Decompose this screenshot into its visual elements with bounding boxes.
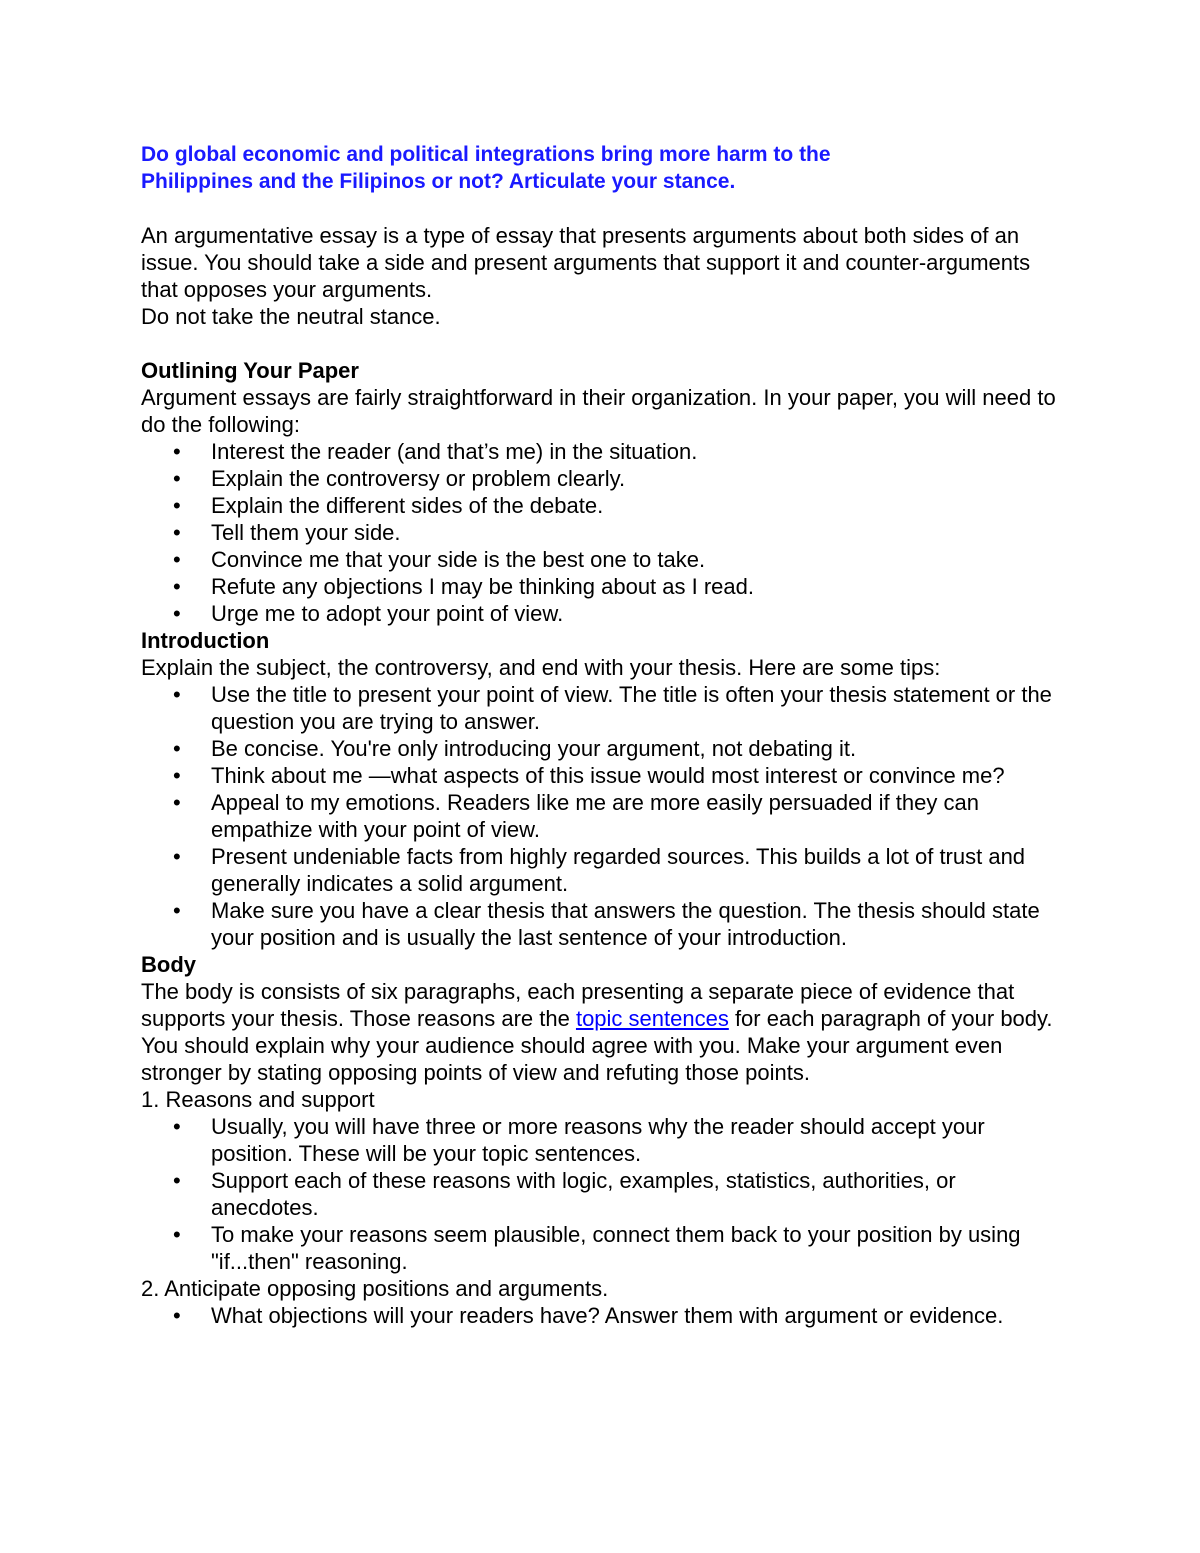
list-item: • Refute any objections I may be thinking about as I read. [141, 573, 1061, 600]
list-item: • Urge me to adopt your point of view. [141, 600, 1061, 627]
outlining-list [141, 438, 1061, 627]
opposing-list [141, 1302, 1061, 1329]
body-text-part: for each paragraph of your body. You should explain why your audience should agree with you. Make your argument even stronger by stating opposing points of view and refuting those points. [141, 1006, 1053, 1085]
list-item: • Make sure you have a clear thesis that answers the question. The thesis should state your position and is usually the last sentence of your introduction. [141, 897, 1061, 951]
outlining-text: Argument essays are fairly straightforward in their organization. In your paper, you will need to do the following: [141, 385, 1056, 437]
list-item: • To make your reasons seem plausible, connect them back to your position by using "if...then" reasoning. [141, 1221, 1061, 1275]
spacer [141, 195, 1061, 222]
list-item: • Support each of these reasons with logic, examples, statistics, authorities, or anecdotes. [141, 1167, 1061, 1221]
introduction-list [141, 681, 1061, 951]
body-heading: Body [141, 952, 196, 977]
introduction-text: Explain the subject, the controversy, and end with your thesis. Here are some tips: [141, 655, 941, 680]
intro-paragraph: An argumentative essay is a type of essay that presents arguments about both sides of an issue. You should take a side and present arguments that support it and counter-arguments that opposes your arguments. [141, 223, 1031, 302]
list-item: • Present undeniable facts from highly regarded sources. This builds a lot of trust and generally indicates a solid argument. [141, 843, 1061, 897]
list-item: • Interest the reader (and that’s me) in the situation. [141, 438, 1061, 465]
section-label: 1. Reasons and support [141, 1087, 375, 1112]
list-item: • Convince me that your side is the best one to take. [141, 546, 1061, 573]
list-item: • What objections will your readers have? Answer them with argument or evidence. [141, 1302, 1061, 1329]
section-label: 2. Anticipate opposing positions and arguments. [141, 1276, 609, 1301]
list-item: • Explain the different sides of the debate. [141, 492, 1061, 519]
reasons-list [141, 1113, 1061, 1275]
list-item: • Be concise. You're only introducing your argument, not debating it. [141, 735, 1061, 762]
essay-question: Do global economic and political integrations bring more harm to the Philippines and the Filipinos or not? Articulate your stance. [141, 143, 831, 193]
list-item: • Tell them your side. [141, 519, 1061, 546]
list-item: • Think about me —what aspects of this issue would most interest or convince me? [141, 762, 1061, 789]
list-item: • Use the title to present your point of view. The title is often your thesis statement or the question you are trying to answer. [141, 681, 1061, 735]
intro-note: Do not take the neutral stance. [141, 304, 441, 329]
topic-sentences-link[interactable]: topic sentences [575, 1006, 729, 1031]
list-item: • Appeal to my emotions. Readers like me are more easily persuaded if they can empathize with your point of view. [141, 789, 1061, 843]
outlining-heading: Outlining Your Paper [141, 358, 359, 383]
list-item: • Usually, you will have three or more reasons why the reader should accept your position. These will be your topic sentences. [141, 1113, 1061, 1167]
body-text-part: The body is consists of six paragraphs, each presenting a separate piece of evidence that supports your thesis. Those reasons are the [141, 979, 1015, 1031]
body-text [141, 978, 1061, 1086]
spacer [141, 330, 1061, 357]
list-item: • Explain the controversy or problem clearly. [141, 465, 1061, 492]
introduction-heading: Introduction [141, 628, 270, 653]
document-page [141, 141, 1061, 1329]
